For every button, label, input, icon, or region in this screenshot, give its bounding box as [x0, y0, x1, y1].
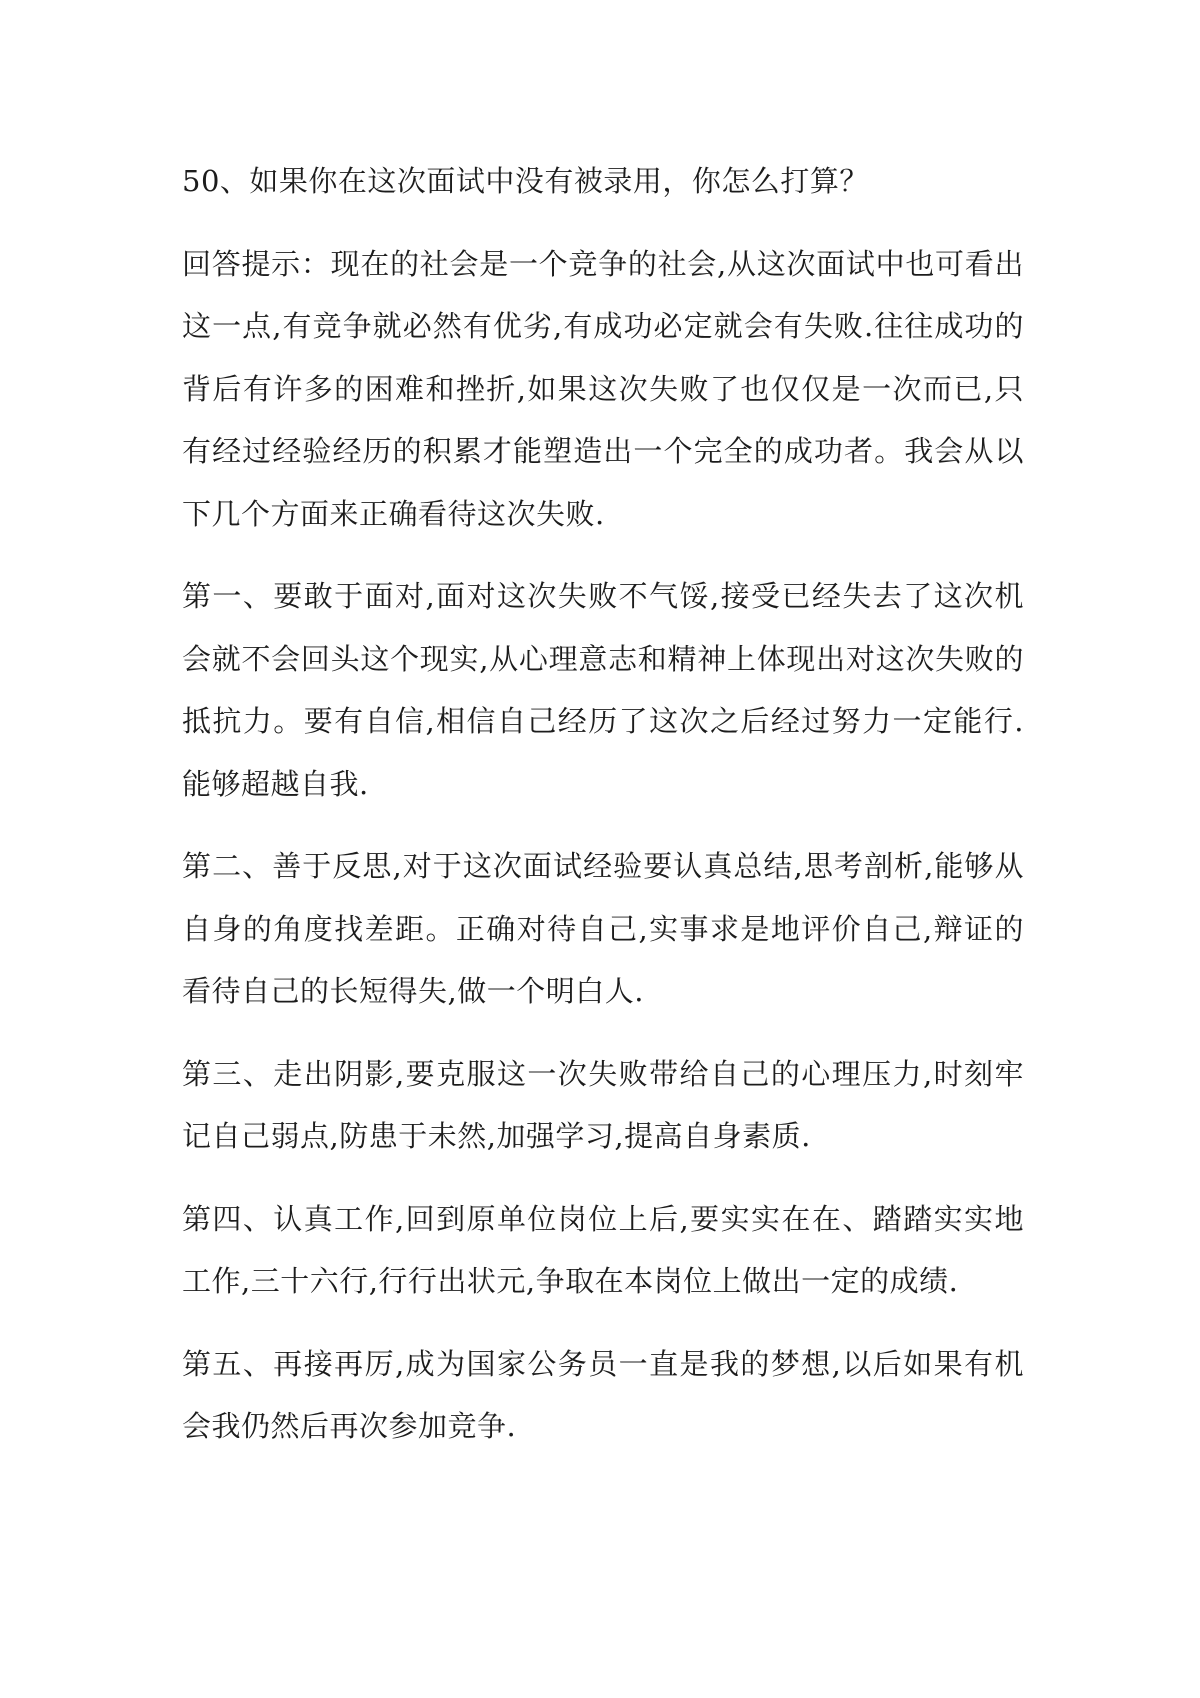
answer-hint-paragraph: 回答提示：现在的社会是一个竞争的社会,从这次面试中也可看出这一点,有竞争就必然有优劣,有成功必定就会有失败.往往成功的背后有许多的困难和挫折,如果这次失败了也仅仅是一次而已,只有经过经验经历的积累才能塑造出一个完全的成功者。我会从以下几个方面来正确看待这次失败.: [182, 246, 1024, 531]
document-body: [182, 150, 1024, 1478]
point-two-paragraph: 第二、善于反思,对于这次面试经验要认真总结,思考剖析,能够从自身的角度找差距。正确对待自己,实事求是地评价自己,辩证的看待自己的长短得失,做一个明白人.: [182, 849, 1024, 1008]
point-four-paragraph: 第四、认真工作,回到原单位岗位上后,要实实在在、踏踏实实地工作,三十六行,行行出状元,争取在本岗位上做出一定的成绩.: [182, 1201, 1024, 1298]
point-one-paragraph: 第一、要敢于面对,面对这次失败不气馁,接受已经失去了这次机会就不会回头这个现实,从心理意志和精神上体现出对这次失败的抵抗力。要有自信,相信自己经历了这次之后经过努力一定能行.能够超越自我.: [182, 579, 1024, 801]
point-three-paragraph: 第三、走出阴影,要克服这一次失败带给自己的心理压力,时刻牢记自己弱点,防患于未然,加强学习,提高自身素质.: [182, 1056, 1024, 1153]
point-five-paragraph: 第五、再接再厉,成为国家公务员一直是我的梦想,以后如果有机会我仍然后再次参加竞争.: [182, 1346, 1024, 1443]
question-heading: 50、如果你在这次面试中没有被录用，你怎么打算？: [182, 164, 869, 198]
